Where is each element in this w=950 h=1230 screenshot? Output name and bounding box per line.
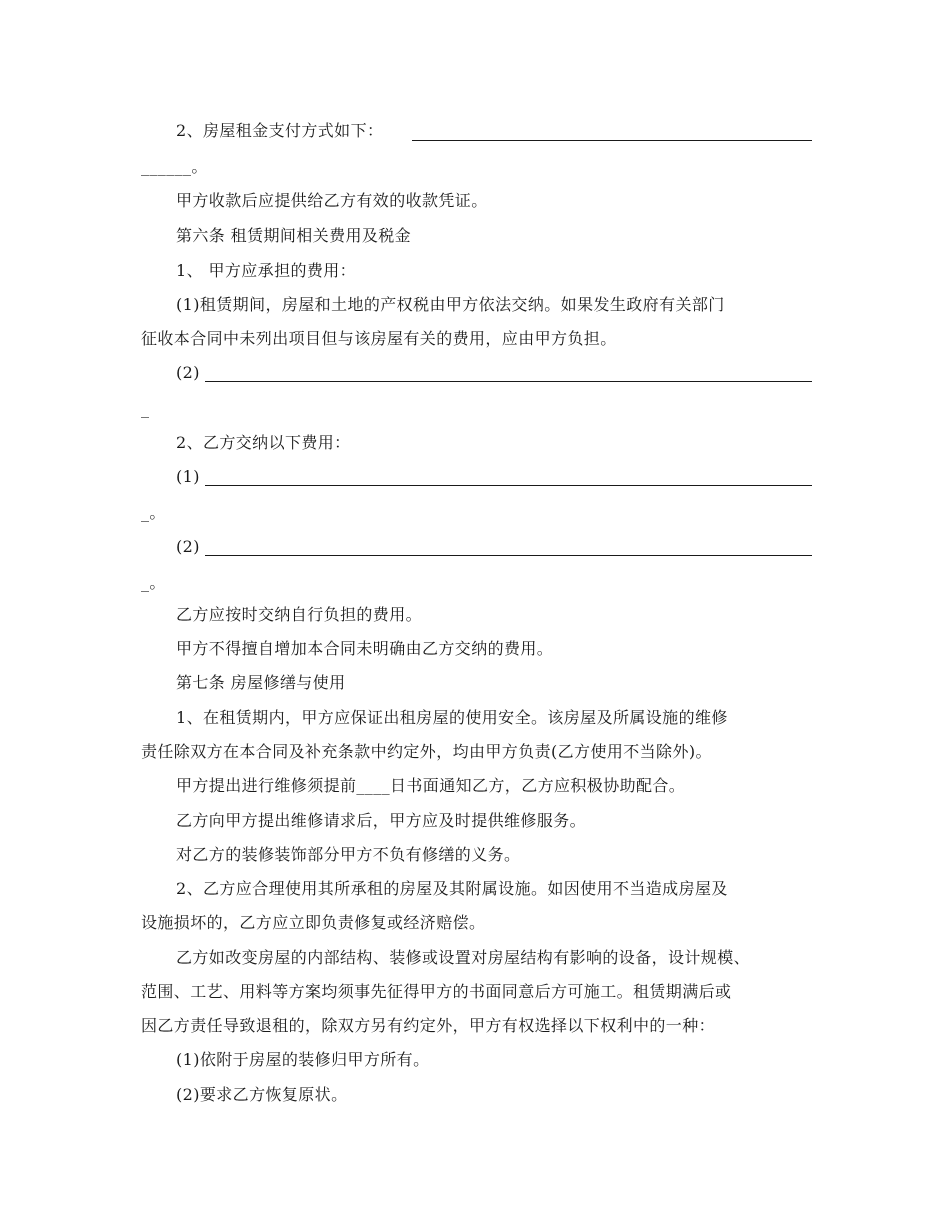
text-line: 甲方不得擅自增加本合同未明确由乙方交纳的费用。 [176, 639, 554, 658]
text-line: ______。 [141, 157, 208, 176]
text-line: 对乙方的装修装饰部分甲方不负有修缮的义务。 [176, 845, 521, 864]
text-line: (1)租赁期间，房屋和土地的产权税由甲方依法交纳。如果发生政府有关部门 [176, 295, 725, 314]
text-line: (2)要求乙方恢复原状。 [176, 1085, 348, 1104]
text-line: 乙方向甲方提出维修请求后，甲方应及时提供维修服务。 [176, 811, 587, 830]
section-heading: 第七条 房屋修缮与使用 [176, 673, 346, 692]
text-line: (2) [176, 537, 200, 556]
text-line: 征收本合同中未列出项目但与该房屋有关的费用，应由甲方负担。 [141, 329, 617, 348]
text-line: 2、乙方交纳以下费用： [176, 433, 351, 452]
text-line: (1) [176, 467, 200, 486]
text-line: 甲方收款后应提供给乙方有效的收款凭证。 [176, 191, 488, 210]
text-line: 因乙方责任导致退租的，除双方另有约定外，甲方有权选择以下权利中的一种： [141, 1016, 716, 1035]
fill-in-blank [205, 555, 812, 556]
text-line: 乙方应按时交纳自行负担的费用。 [176, 605, 423, 624]
text-line: 乙方如改变房屋的内部结构、装修或设置对房屋结构有影响的设备，设计规模、 [176, 948, 751, 967]
section-heading: 第六条 租赁期间相关费用及税金 [176, 226, 412, 245]
fill-in-blank [205, 485, 812, 486]
fill-in-blank [205, 381, 812, 382]
text-line: _。 [141, 573, 166, 592]
text-line: 设施损坏的，乙方应立即负责修复或经济赔偿。 [141, 913, 486, 932]
text-line: (2) [176, 363, 200, 382]
text-line: 1、 甲方应承担的费用： [176, 261, 357, 280]
text-line: (1)依附于房屋的装修归甲方所有。 [176, 1050, 430, 1069]
text-line: 范围、工艺、用料等方案均须事先征得甲方的书面同意后方可施工。租赁期满后或 [141, 982, 732, 1001]
text-line: 甲方提出进行维修须提前____日书面通知乙方，乙方应积极协助配合。 [176, 776, 686, 795]
fill-in-blank [412, 140, 812, 141]
text-line: 1、在租赁期内，甲方应保证出租房屋的使用安全。该房屋及所属设施的维修 [176, 708, 728, 727]
text-line: _。 [141, 503, 166, 522]
text-line: 2、房屋租金支付方式如下： [176, 121, 384, 140]
text-line: _ [141, 399, 150, 418]
text-line: 2、乙方应合理使用其所承租的房屋及其附属设施。如因使用不当造成房屋及 [176, 879, 728, 898]
text-line: 责任除双方在本合同及补充条款中约定外，均由甲方负责(乙方使用不当除外)。 [141, 742, 712, 761]
